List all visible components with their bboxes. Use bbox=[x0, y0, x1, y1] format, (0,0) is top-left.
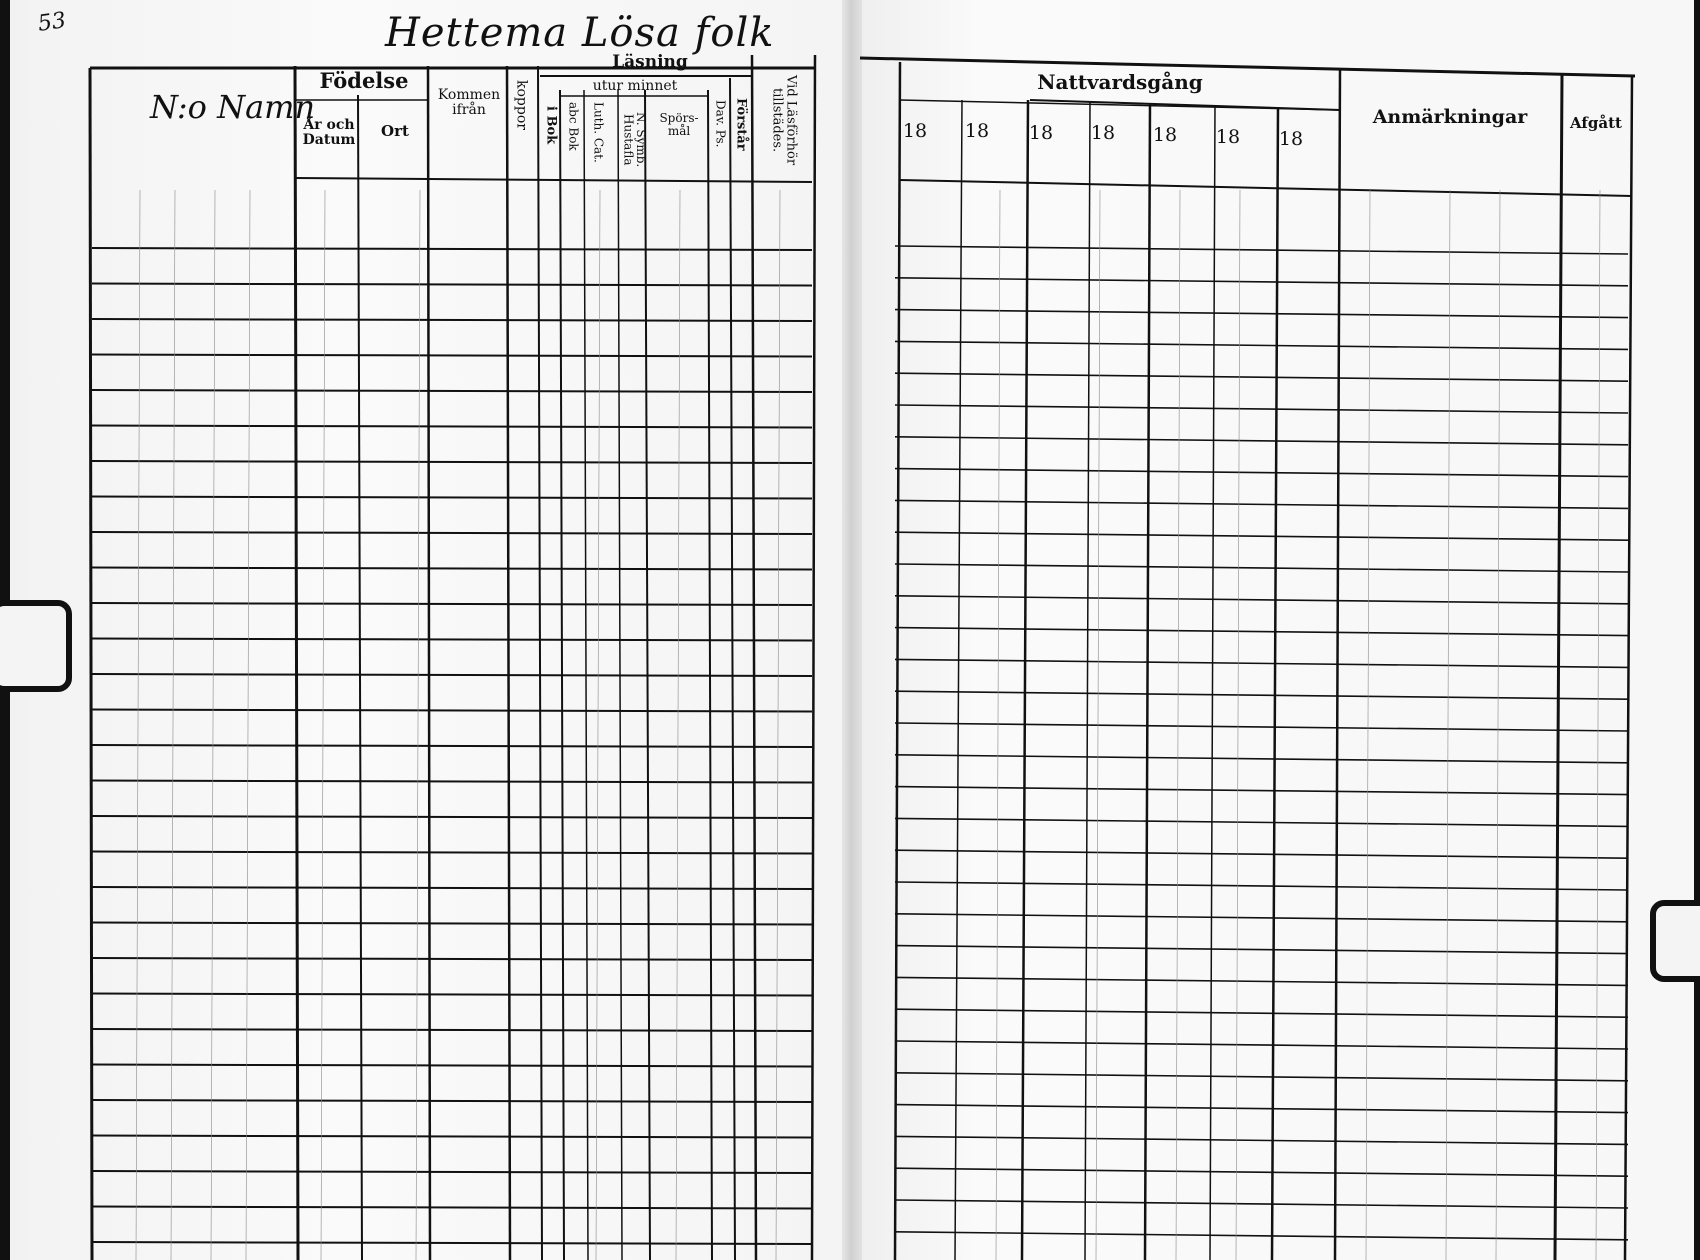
left-ledger-row-line bbox=[92, 1065, 812, 1067]
right-ledger-row-line bbox=[895, 469, 1628, 477]
left-ledger-row-line bbox=[92, 532, 812, 534]
faint-ruling-line bbox=[1496, 190, 1500, 1260]
right-ledger-row-line bbox=[895, 850, 1628, 858]
right-ledger-row-line bbox=[895, 1168, 1628, 1176]
right-ledger-row-line bbox=[895, 628, 1628, 636]
right-ledger-row-line bbox=[895, 437, 1628, 445]
right-ledger-row-line bbox=[895, 1136, 1628, 1144]
right-ledger-row-line bbox=[895, 1009, 1628, 1017]
right-ledger-row-line bbox=[895, 405, 1628, 413]
left-ledger-row-line bbox=[92, 319, 812, 321]
left-ledger-row-line bbox=[92, 1029, 812, 1031]
faint-ruling-line bbox=[1236, 190, 1240, 1260]
left-ledger-row-line bbox=[92, 639, 812, 641]
header-forstar: Förstår bbox=[733, 98, 749, 151]
header-afgatt: Afgått bbox=[1570, 114, 1622, 132]
header-year-4: 18 bbox=[1090, 122, 1116, 144]
left-ledger-row-line bbox=[92, 284, 812, 286]
header-utur-minnet: utur minnet bbox=[592, 78, 678, 94]
page-title: Hettema Lösa folk bbox=[385, 10, 775, 56]
left-ledger-row-line bbox=[92, 1242, 812, 1244]
right-ledger-row-line bbox=[895, 278, 1628, 286]
right-ledger-row-line bbox=[895, 246, 1628, 254]
faint-ruling-line bbox=[1366, 190, 1370, 1260]
header-lasning: Läsning bbox=[612, 52, 688, 72]
right-ledger-row-line bbox=[895, 818, 1628, 826]
header-year-1: 18 bbox=[902, 120, 928, 142]
header-ar-och-datum: År och Datum bbox=[302, 117, 356, 148]
faint-ruling-line bbox=[676, 190, 680, 1260]
right-ledger-row-line bbox=[895, 1105, 1628, 1113]
right-ledger-row-line bbox=[895, 977, 1628, 985]
header-luth-cat: Luth. Cat. bbox=[591, 102, 606, 163]
right-ledger-row-line bbox=[895, 1073, 1628, 1081]
header-nattvardsgang: Nattvardsgång bbox=[1037, 70, 1203, 94]
right-ledger-row-line bbox=[895, 1200, 1628, 1208]
left-ledger-row-line bbox=[92, 603, 812, 605]
header-kommen-ifran: Kommen ifrån bbox=[437, 87, 501, 118]
right-ledger-row-line bbox=[895, 1232, 1628, 1240]
right-ledger-row-line bbox=[895, 500, 1628, 508]
faint-ruling-line bbox=[596, 190, 600, 1260]
right-ledger-row-line bbox=[895, 946, 1628, 954]
left-ledger-row-line bbox=[92, 887, 812, 889]
faint-ruling-line bbox=[1446, 190, 1450, 1260]
faint-ruling-line bbox=[776, 190, 780, 1260]
faint-ruling-line bbox=[321, 190, 325, 1260]
right-ledger-row-line bbox=[895, 532, 1628, 540]
header-koppor: koppor bbox=[513, 80, 530, 130]
faint-ruling-line bbox=[1176, 190, 1180, 1260]
left-ledger-row-line bbox=[92, 497, 812, 499]
faint-ruling-line bbox=[416, 190, 420, 1260]
left-ledger-row-line bbox=[92, 426, 812, 428]
left-ledger-row-line bbox=[92, 1136, 812, 1138]
right-ledger-row-line bbox=[895, 659, 1628, 667]
right-ledger-row-line bbox=[895, 787, 1628, 795]
right-ledger-row-line bbox=[895, 691, 1628, 699]
left-ledger-row-line bbox=[92, 923, 812, 925]
left-ledger-row-line bbox=[92, 852, 812, 854]
left-ledger-row-line bbox=[92, 568, 812, 570]
left-ledger-row-line bbox=[92, 994, 812, 996]
column-header-no-namn: N:o Namn bbox=[150, 88, 316, 126]
left-ledger-row-line bbox=[92, 248, 812, 250]
header-fodelse: Födelse bbox=[319, 68, 409, 93]
left-ledger-row-line bbox=[92, 958, 812, 960]
page-number: 53 bbox=[36, 8, 68, 37]
header-vid-lasforhor: Vid Läsförhör tillstädes. bbox=[769, 74, 799, 166]
header-n-symb-hustafla: N. Symb. Hustafla bbox=[621, 112, 649, 168]
left-ledger-row-line bbox=[92, 710, 812, 712]
left-ledger-row-line bbox=[92, 461, 812, 463]
header-year-6: 18 bbox=[1215, 126, 1241, 148]
left-ledger-row-line bbox=[92, 745, 812, 747]
left-ledger-row-line bbox=[92, 816, 812, 818]
header-year-5: 18 bbox=[1152, 124, 1178, 146]
left-ledger-row-line bbox=[92, 355, 812, 357]
right-ledger-row-line bbox=[895, 341, 1628, 349]
header-year-2: 18 bbox=[964, 120, 990, 142]
faint-ruling-line bbox=[996, 190, 1000, 1260]
right-ledger-row-line bbox=[895, 1041, 1628, 1049]
header-ort: Ort bbox=[381, 122, 409, 140]
right-ledger-row-line bbox=[895, 564, 1628, 572]
right-ledger-row-line bbox=[895, 723, 1628, 731]
right-ledger-row-line bbox=[895, 914, 1628, 922]
right-ledger-row-line bbox=[895, 882, 1628, 890]
header-i-bok: i Bok bbox=[543, 106, 559, 145]
header-year-3: 18 bbox=[1028, 122, 1054, 144]
header-sporsmal: Spörs-mål bbox=[659, 111, 699, 138]
right-ledger-row-line bbox=[895, 310, 1628, 318]
right-ledger-row-line bbox=[895, 596, 1628, 604]
left-ledger-row-line bbox=[92, 674, 812, 676]
header-anmarkningar: Anmärkningar bbox=[1372, 106, 1528, 128]
faint-ruling-line bbox=[1596, 190, 1600, 1260]
left-ledger-row-line bbox=[92, 1207, 812, 1209]
header-year-7: 18 bbox=[1278, 128, 1304, 150]
right-ledger-row-line bbox=[895, 755, 1628, 763]
left-ledger-row-line bbox=[92, 1171, 812, 1173]
left-ledger-row-line bbox=[92, 781, 812, 783]
header-abc-bok: abc Bok bbox=[566, 102, 581, 151]
header-dav-ps: Dav. Ps. bbox=[713, 100, 728, 148]
left-ledger-row-line bbox=[92, 390, 812, 392]
left-ledger-row-line bbox=[92, 1100, 812, 1102]
right-ledger-row-line bbox=[895, 373, 1628, 381]
